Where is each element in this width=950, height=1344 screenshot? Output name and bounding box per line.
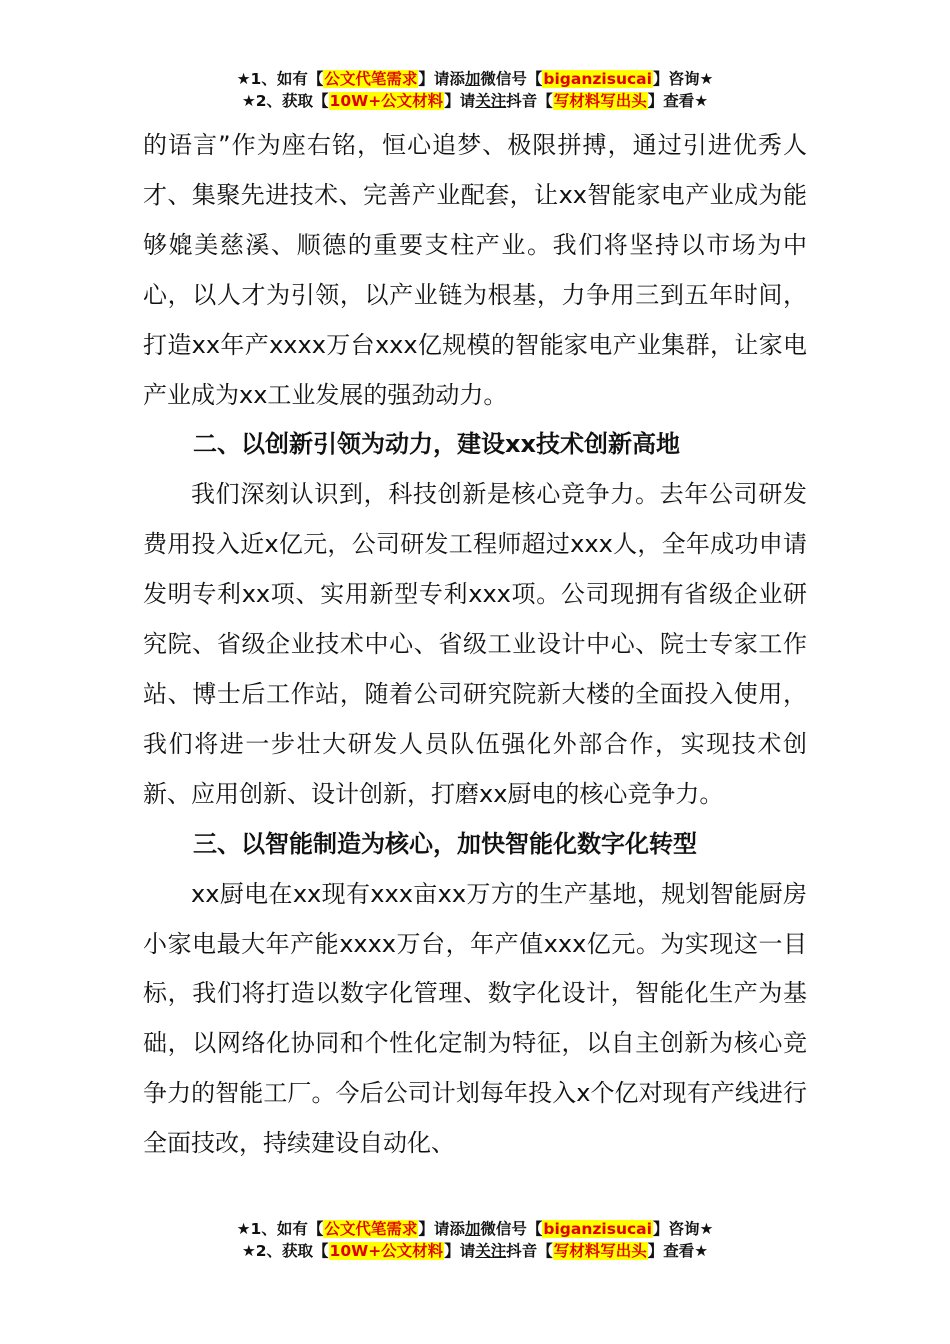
promo-underline: 加 bbox=[464, 70, 481, 88]
promo-text: 微信号【 bbox=[480, 1220, 543, 1238]
promo-text: 】请添 bbox=[418, 1220, 465, 1238]
promo-line-1 bbox=[0, 68, 950, 90]
promo-underline: 加 bbox=[464, 1220, 481, 1238]
promo-highlight: 公文代笔需求 bbox=[324, 70, 418, 88]
promo-text: 】请添 bbox=[418, 70, 465, 88]
promo-text: 】咨询★ bbox=[652, 1220, 714, 1238]
promo-highlight-douyin: 写材料写出头 bbox=[553, 1242, 647, 1260]
promo-highlight-wechat: biganzisucai bbox=[543, 70, 652, 88]
section-heading-2: 二、以创新引领为动力，建设xx技术创新高地 bbox=[193, 430, 680, 459]
document-body bbox=[143, 121, 807, 1169]
top-promo-banner bbox=[0, 68, 950, 112]
promo-text: 】请 bbox=[444, 1242, 476, 1260]
promo-text: ★1、如有【 bbox=[236, 70, 324, 88]
section-heading-3: 三、以智能制造为核心，加快智能化数字化转型 bbox=[193, 829, 697, 858]
promo-highlight: 10W+公文材料 bbox=[329, 92, 444, 110]
promo-text: 】查看★ bbox=[647, 1242, 709, 1260]
promo-text: 】咨询★ bbox=[652, 70, 714, 88]
promo-text: ★1、如有【 bbox=[236, 1220, 324, 1238]
paragraph-3: xx厨电在xx现有xxx亩xx万方的生产基地，规划智能厨房小家电最大年产能xxxx万台，年产值xxx亿元。为实现这一目标，我们将打造以数字化管理、数字化设计，智能化生产为基础，以网络化协同和个性化定制为特征，以自主创新为核心竞争力的智能工厂。今后公司计划每年投入x个亿对现有产线进行全面技改，持续建设自动化、 bbox=[143, 879, 807, 1158]
promo-text: ★2、获取【 bbox=[241, 1242, 329, 1260]
promo-line-2 bbox=[0, 1240, 950, 1262]
promo-underline: 关注 bbox=[475, 1242, 507, 1260]
promo-underline: 关注 bbox=[475, 92, 507, 110]
promo-line-2 bbox=[0, 90, 950, 112]
promo-highlight-douyin: 写材料写出头 bbox=[553, 92, 647, 110]
bottom-promo-banner bbox=[0, 1218, 950, 1262]
promo-text: 微信号【 bbox=[480, 70, 543, 88]
paragraph-1: 的语言”作为座右铭，恒心追梦、极限拼搏，通过引进优秀人才、集聚先进技术、完善产业配套，让xx智能家电产业成为能够媲美慈溪、顺德的重要支柱产业。我们将坚持以市场为中心，以人才为引领，以产业链为根基，力争用三到五年时间，打造xx年产xxxx万台xxx亿规模的智能家电产业集群，让家电产业成为xx工业发展的强劲动力。 bbox=[143, 131, 807, 409]
promo-line-1 bbox=[0, 1218, 950, 1240]
paragraph-2: 我们深刻认识到，科技创新是核心竞争力。去年公司研发费用投入近x亿元，公司研发工程师超过xxx人，全年成功申请发明专利xx项、实用新型专利xxx项。公司现拥有省级企业研究院、省级企业技术中心、省级工业设计中心、院士专家工作站、博士后工作站，随着公司研究院新大楼的全面投入使用，我们将进一步壮大研发人员队伍强化外部合作，实现技术创新、应用创新、设计创新，打磨xx厨电的核心竞争力。 bbox=[143, 480, 807, 808]
promo-highlight: 10W+公文材料 bbox=[329, 1242, 444, 1260]
promo-text: 】查看★ bbox=[647, 92, 709, 110]
promo-text: ★2、获取【 bbox=[241, 92, 329, 110]
promo-text: 抖音【 bbox=[506, 1242, 553, 1260]
promo-highlight-wechat: biganzisucai bbox=[543, 1220, 652, 1238]
promo-text: 】请 bbox=[444, 92, 476, 110]
promo-text: 抖音【 bbox=[506, 92, 553, 110]
promo-highlight: 公文代笔需求 bbox=[324, 1220, 418, 1238]
